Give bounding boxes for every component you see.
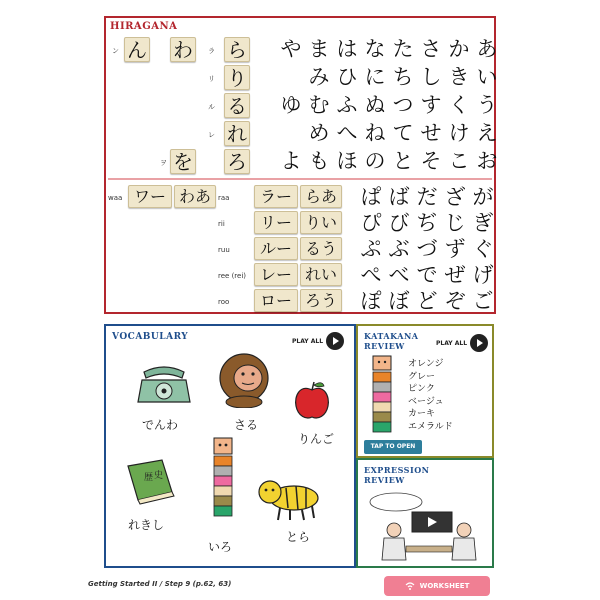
kana-char[interactable]: た xyxy=(392,37,414,61)
kana-char: リー xyxy=(259,213,292,232)
kana-char[interactable]: あ xyxy=(476,37,498,61)
tap-to-open-button[interactable]: TAP TO OPEN xyxy=(364,440,422,454)
kana-char: わ xyxy=(173,38,193,62)
play-icon xyxy=(326,332,344,350)
kana-char: ん xyxy=(127,38,147,62)
kana-char: わあ xyxy=(178,187,211,206)
kana-tile[interactable] xyxy=(170,149,196,174)
katakana-tile[interactable] xyxy=(254,185,298,208)
kana-char: を xyxy=(173,150,193,174)
kana-char[interactable]: ぎ xyxy=(472,211,494,235)
katakana-word: エメラルド xyxy=(408,421,453,432)
svg-text:史: 史 xyxy=(154,471,164,481)
romaji-label: roo xyxy=(218,298,230,306)
kana-tile[interactable] xyxy=(224,121,250,146)
kana-char[interactable]: ぢ xyxy=(416,211,438,235)
kana-char: り xyxy=(227,66,247,90)
kana-char: ラー xyxy=(259,187,292,206)
book-icon[interactable] xyxy=(122,458,176,506)
kana-char: る xyxy=(227,94,247,118)
kana-char[interactable]: べ xyxy=(388,263,410,287)
kana-char[interactable]: な xyxy=(364,37,386,61)
kana-char[interactable]: ぽ xyxy=(360,289,382,313)
kana-tile[interactable] xyxy=(224,149,250,174)
kana-char: れい xyxy=(304,265,337,284)
romaji-label: rii xyxy=(218,220,225,228)
kana-char[interactable]: ぐ xyxy=(472,237,494,261)
kana-char[interactable]: う xyxy=(476,93,498,117)
kana-char: ら xyxy=(227,38,247,62)
play-all-label: PLAY ALL xyxy=(436,339,468,347)
kana-char[interactable]: ひ xyxy=(336,65,358,89)
kana-char: ろう xyxy=(304,291,337,310)
katakana-tile[interactable] xyxy=(254,237,298,260)
vocab-word: さる xyxy=(234,418,259,432)
katakana-word: ベージュ xyxy=(408,396,444,407)
hiragana-tile[interactable] xyxy=(300,289,342,312)
vocab-word: れきし xyxy=(128,518,165,532)
svg-text:歴: 歴 xyxy=(144,473,154,483)
katakana-word: ピンク xyxy=(408,384,435,394)
katakana-label: リ xyxy=(208,75,215,83)
kana-tile[interactable] xyxy=(224,65,250,90)
vocab-play-all-button[interactable] xyxy=(292,332,344,350)
kana-char[interactable]: え xyxy=(476,121,498,145)
kana-char: レー xyxy=(259,265,292,284)
kana-tile[interactable] xyxy=(224,37,250,62)
color-stack-icon[interactable] xyxy=(210,436,236,536)
kana-char[interactable]: げ xyxy=(472,263,494,287)
katakana-tile[interactable] xyxy=(254,211,298,234)
kana-char[interactable]: だ xyxy=(416,185,438,209)
kana-char[interactable]: ち xyxy=(392,65,414,89)
worksheet-button[interactable] xyxy=(384,576,490,596)
kana-char[interactable]: よ xyxy=(280,149,302,173)
footer-page-reference: Getting Started II / Step 9 (p.62, 63) xyxy=(88,580,232,588)
romaji-label: raa xyxy=(218,194,230,202)
katakana-word-list xyxy=(408,358,453,433)
kana-char[interactable]: ず xyxy=(444,237,466,261)
kana-char[interactable]: き xyxy=(448,65,470,89)
kana-char[interactable]: す xyxy=(420,93,442,117)
expression-review-panel xyxy=(356,458,494,568)
telephone-icon[interactable] xyxy=(136,362,192,406)
kana-char[interactable]: は xyxy=(336,37,358,61)
hiragana-tile[interactable] xyxy=(300,263,342,286)
vocab-word: いろ xyxy=(208,540,233,554)
tiger-icon[interactable] xyxy=(256,472,322,522)
vocab-word: でんわ xyxy=(142,418,179,432)
kana-char[interactable]: と xyxy=(392,149,414,173)
kana-char[interactable]: そ xyxy=(420,149,442,173)
katakana-tile[interactable] xyxy=(254,263,298,286)
chart-divider xyxy=(108,178,492,180)
play-all-label: PLAY ALL xyxy=(292,337,324,345)
hiragana-tile[interactable] xyxy=(300,185,342,208)
katakana-word: カーキ xyxy=(408,409,436,419)
kana-char[interactable]: ぱ xyxy=(360,185,382,209)
monkey-icon[interactable] xyxy=(216,348,272,408)
kana-char[interactable]: こ xyxy=(448,149,470,173)
kana-char[interactable]: お xyxy=(476,149,498,173)
kana-char: ルー xyxy=(259,239,292,258)
vocabulary-panel xyxy=(104,324,356,568)
kana-char[interactable]: ぜ xyxy=(444,263,466,287)
kana-char: りい xyxy=(304,213,337,232)
kana-char[interactable]: ぬ xyxy=(364,93,386,117)
kana-char[interactable]: じ xyxy=(444,211,466,235)
romaji-label: ruu xyxy=(218,246,230,254)
kana-char[interactable]: て xyxy=(392,121,414,145)
kana-char[interactable]: さ xyxy=(420,37,442,61)
katakana-play-all-button[interactable] xyxy=(436,334,488,352)
kana-char[interactable]: ふ xyxy=(336,93,358,117)
kana-char[interactable]: め xyxy=(308,121,330,145)
kana-char: ロー xyxy=(259,291,292,310)
katakana-tile[interactable] xyxy=(128,185,172,208)
color-stack-icon xyxy=(370,354,394,438)
kana-char[interactable]: ざ xyxy=(444,185,466,209)
katakana-word: オレンジ xyxy=(408,359,444,369)
expression-video-thumbnail[interactable] xyxy=(366,490,488,566)
kana-char[interactable]: ほ xyxy=(336,149,358,173)
romaji-label: ree (rei) xyxy=(218,272,246,280)
kana-tile[interactable] xyxy=(170,37,196,62)
hiragana-tile[interactable] xyxy=(174,185,216,208)
hiragana-tile[interactable] xyxy=(300,211,342,234)
kana-char[interactable]: く xyxy=(448,93,470,117)
vocabulary-title: VOCABULARY xyxy=(112,332,189,342)
kana-char[interactable]: び xyxy=(388,211,410,235)
katakana-review-title: KATAKANA REVIEW xyxy=(364,331,419,351)
kana-char[interactable]: ぼ xyxy=(388,289,410,313)
kana-char[interactable]: ぶ xyxy=(388,237,410,261)
kana-tile[interactable] xyxy=(124,37,150,62)
hiragana-tile[interactable] xyxy=(300,237,342,260)
kana-char[interactable]: い xyxy=(476,65,498,89)
kana-char[interactable]: の xyxy=(364,149,386,173)
kana-tile[interactable] xyxy=(224,93,250,118)
kana-char[interactable]: が xyxy=(472,185,494,209)
play-icon xyxy=(470,334,488,352)
katakana-label: ヲ xyxy=(160,159,167,167)
katakana-label: ル xyxy=(208,103,215,111)
kana-char[interactable]: ば xyxy=(388,185,410,209)
kana-char: れ xyxy=(227,122,247,146)
kana-char[interactable]: し xyxy=(420,65,442,89)
katakana-word: グレー xyxy=(408,371,436,382)
kana-char[interactable]: ゆ xyxy=(280,93,302,117)
kana-char[interactable]: ぷ xyxy=(360,237,382,261)
kana-char: るう xyxy=(304,239,337,258)
katakana-label: レ xyxy=(208,131,215,139)
kana-char[interactable]: け xyxy=(448,121,470,145)
kana-char[interactable]: づ xyxy=(416,237,438,261)
kana-char[interactable]: ご xyxy=(472,289,494,313)
kana-char[interactable]: か xyxy=(448,37,470,61)
kana-char[interactable]: ど xyxy=(416,289,438,313)
katakana-tile[interactable] xyxy=(254,289,298,312)
kana-char[interactable]: ぞ xyxy=(444,289,466,313)
kana-char[interactable]: み xyxy=(308,65,330,89)
kana-char[interactable]: に xyxy=(364,65,386,89)
wifi-icon xyxy=(405,582,415,590)
katakana-label: ン xyxy=(112,47,119,55)
kana-char: ワー xyxy=(133,187,166,206)
katakana-label: ラ xyxy=(208,47,215,55)
kana-char[interactable]: ね xyxy=(364,121,386,145)
vocab-word: とら xyxy=(286,530,311,544)
kana-char[interactable]: つ xyxy=(392,93,414,117)
worksheet-label: WORKSHEET xyxy=(419,582,470,590)
hiragana-panel xyxy=(104,16,496,314)
hiragana-title: HIRAGANA xyxy=(110,21,178,32)
kana-char[interactable]: む xyxy=(308,93,330,117)
kana-char[interactable]: ぴ xyxy=(360,211,382,235)
romaji-label: waa xyxy=(108,194,123,202)
apple-icon[interactable] xyxy=(292,380,332,422)
kana-char[interactable]: も xyxy=(308,149,330,173)
kana-char[interactable]: や xyxy=(280,37,302,61)
kana-char[interactable]: ぺ xyxy=(360,263,382,287)
kana-char: らあ xyxy=(304,187,337,206)
kana-char[interactable]: へ xyxy=(336,121,358,145)
kana-char[interactable]: で xyxy=(416,263,438,287)
kana-char[interactable]: ま xyxy=(308,37,330,61)
kana-char[interactable]: せ xyxy=(420,121,442,145)
katakana-review-panel xyxy=(356,324,494,458)
vocab-word: りんご xyxy=(298,432,335,446)
kana-char: ろ xyxy=(227,150,247,174)
expression-review-title: EXPRESSION REVIEW xyxy=(364,465,430,485)
